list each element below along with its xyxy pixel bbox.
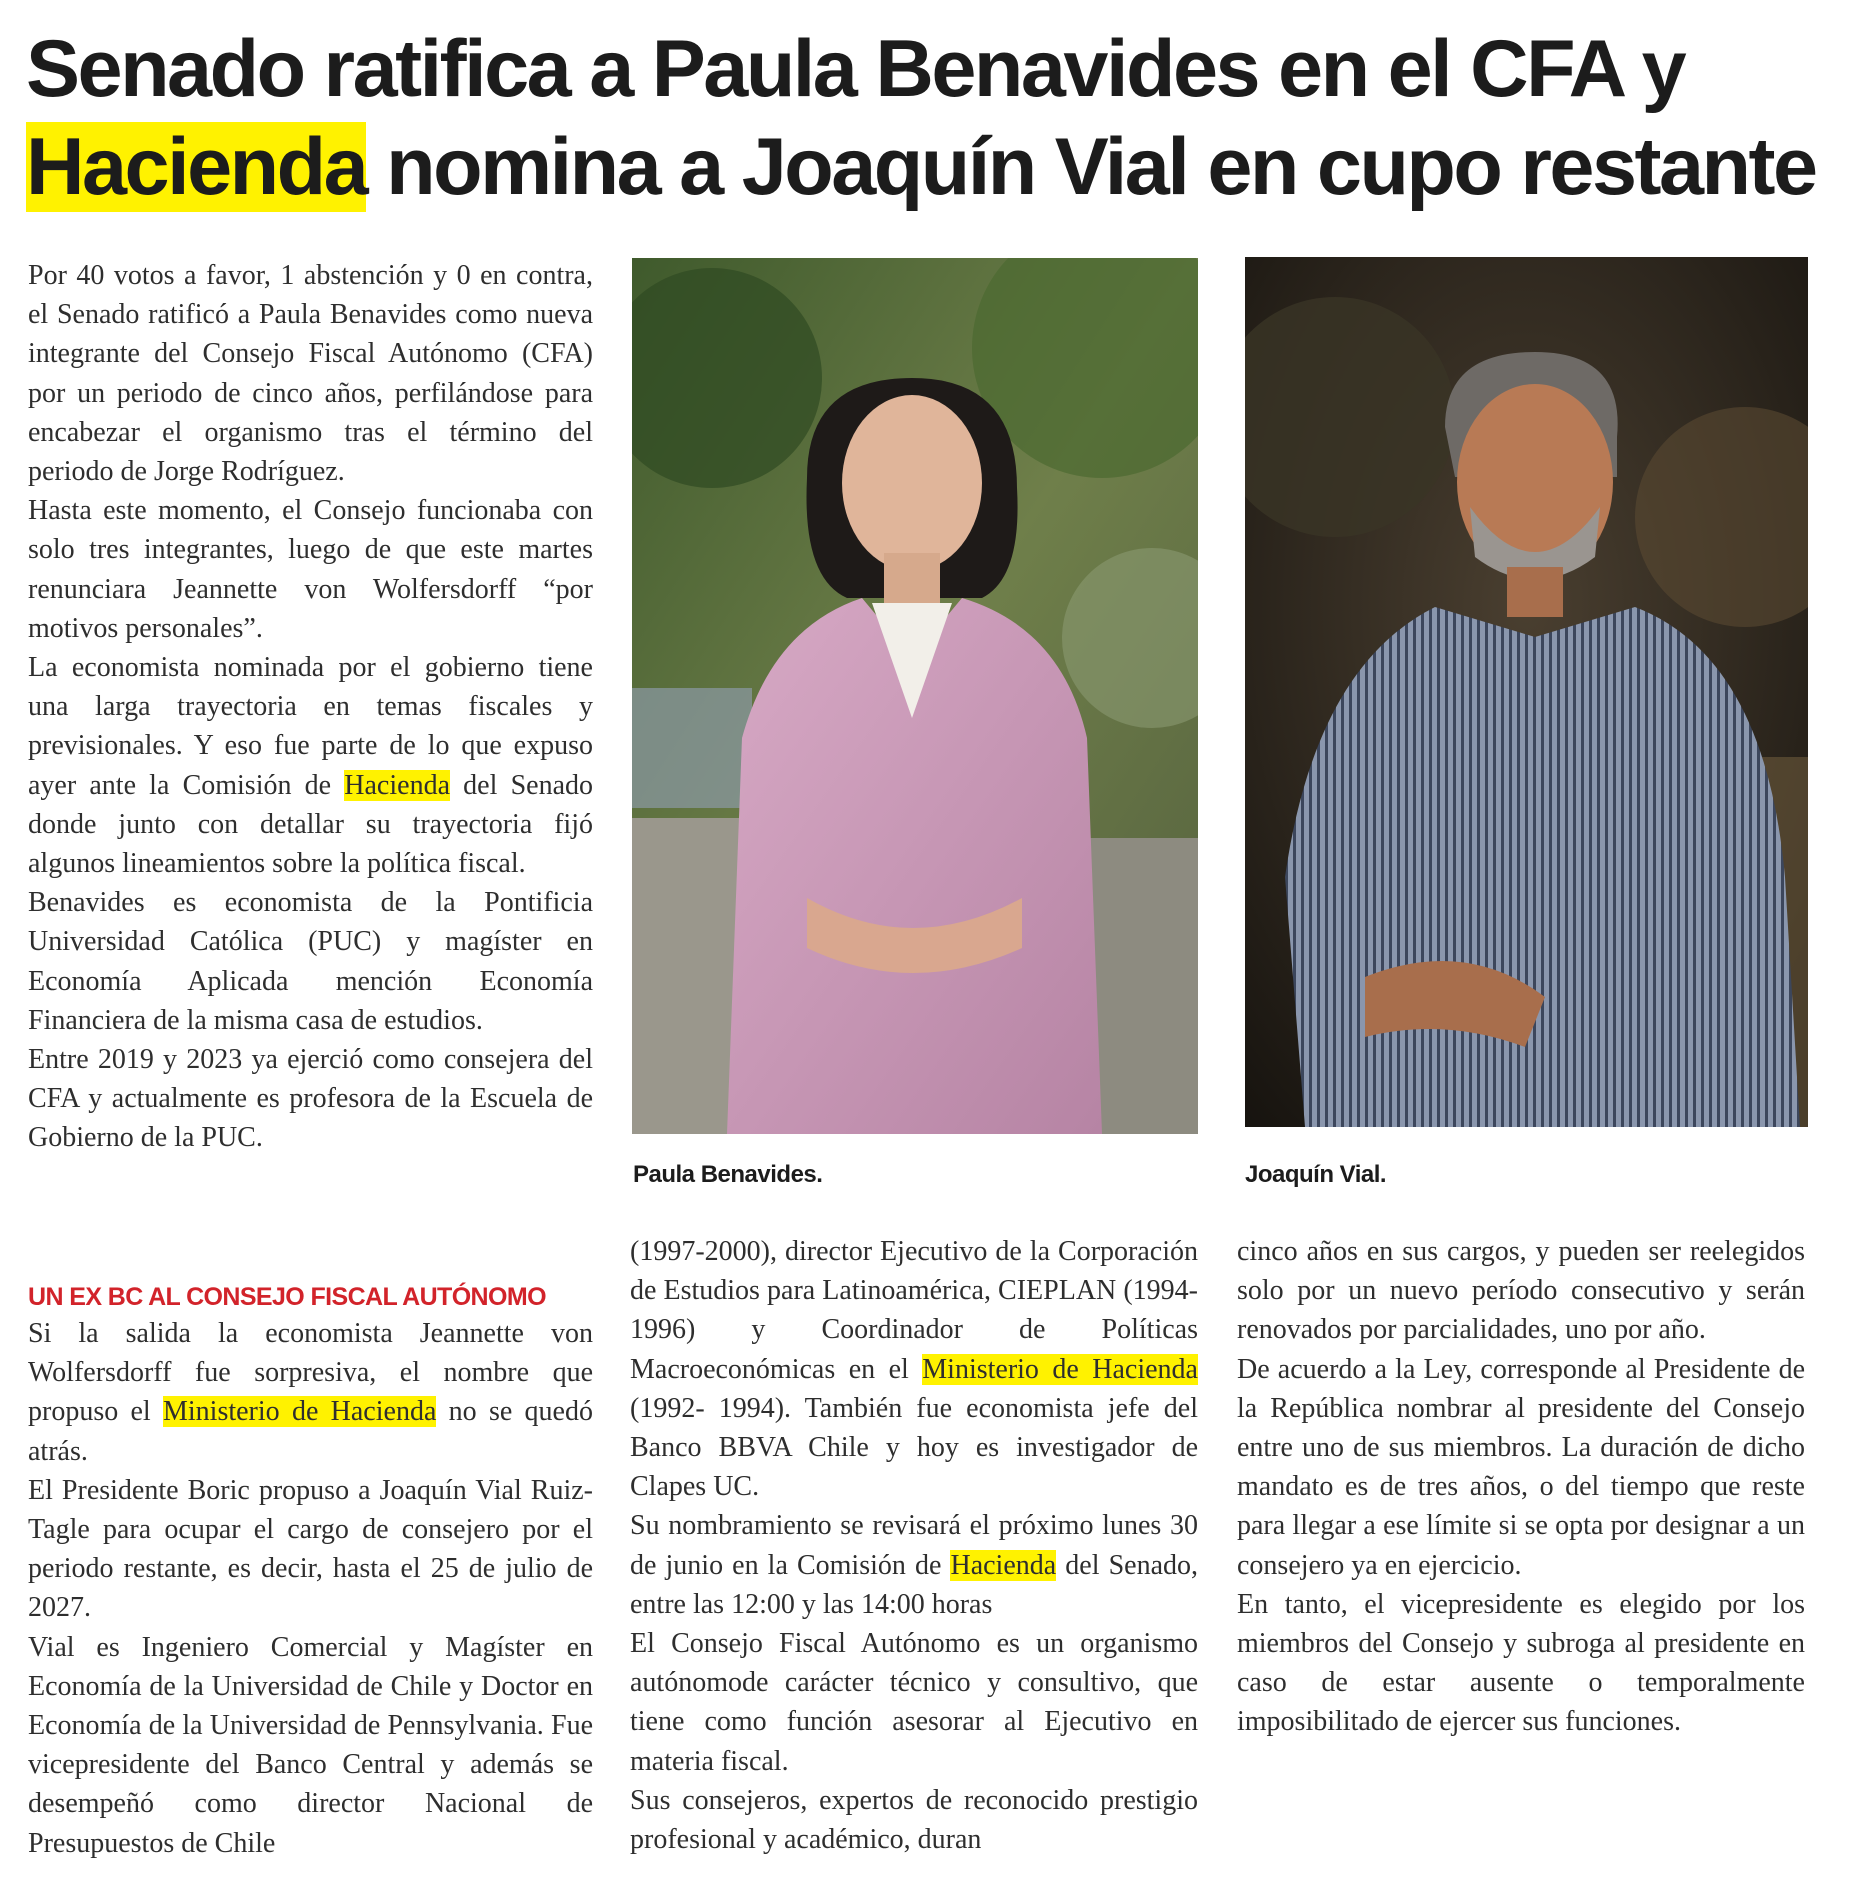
highlight-ministerio: Ministerio de Hacienda — [922, 1353, 1198, 1385]
section-subhead: UN EX BC AL CONSEJO FISCAL AUTÓNOMO — [28, 1283, 546, 1311]
column-3 — [1237, 1232, 1805, 1742]
column-2 — [630, 1232, 1198, 1859]
paragraph: cinco años en sus cargos, y pueden ser reelegidos solo por un nuevo período consecutivo y serán renovados por parcialidades, uno por año. — [1237, 1236, 1805, 1346]
highlight-hacienda: Hacienda — [950, 1549, 1057, 1581]
caption-paula-benavides: Paula Benavides. — [633, 1161, 823, 1188]
headline — [26, 20, 1846, 216]
paragraph: Vial es Ingeniero Comercial y Magíster en Economía de la Universidad de Chile y Doctor en Economía de la Universidad de Pennsylvania. Fue vicepresidente del Banco Central y además se desempeñó como director Nacional de Presupuestos de Chile — [28, 1631, 593, 1859]
paragraph-highlighted: Su nombramiento se revisará el próximo lunes 30 de junio en la Comisión de Hacienda del Senado, entre las 12:00 y las 14:00 horas — [630, 1510, 1198, 1620]
paragraph: En tanto, el vicepresidente es elegido por los miembros del Consejo y subroga al presidente en caso de estar ausente o temporalmente imposibilitado de ejercer sus funciones. — [1237, 1588, 1805, 1738]
headline-part1: Senado ratifica a Paula Benavides en el CFA y — [26, 24, 1685, 114]
headline-part2: nomina a Joaquín Vial en cupo restante — [366, 122, 1816, 212]
paragraph-highlighted: (1997-2000), director Ejecutivo de la Corporación de Estudios para Latinoamérica, CIEPLAN (1994-1996) y Coordinador de Políticas Macroeconómicas en el Ministerio de Hacienda (1992- 1994). También fue economista jefe del Banco BBVA Chile y hoy es investigador de Clapes UC. — [630, 1236, 1198, 1503]
paragraph: Entre 2019 y 2023 ya ejerció como consejera del CFA y actualmente es profesora de la Escuela de Gobierno de la PUC. — [28, 1044, 593, 1154]
headline-highlight: Hacienda — [26, 122, 367, 212]
paragraph: El Presidente Boric propuso a Joaquín Vial Ruiz-Tagle para ocupar el cargo de consejero por el periodo restante, es decir, hasta el 25 de julio de 2027. — [28, 1474, 593, 1624]
photo-joaquin-vial — [1245, 257, 1808, 1127]
paragraph: El Consejo Fiscal Autónomo es un organismo autónomode carácter técnico y consultivo, que tiene como función asesorar al Ejecutivo en materia fiscal. — [630, 1628, 1198, 1777]
photo-paula-benavides — [632, 258, 1198, 1134]
caption-joaquin-vial: Joaquín Vial. — [1245, 1161, 1387, 1188]
photo-vial-image — [1245, 257, 1808, 1127]
paragraph: Benavides es economista de la Pontificia Universidad Católica (PUC) y magíster en Economía Aplicada mención Economía Financiera de la misma casa de estudios. — [28, 887, 593, 1036]
paragraph: Sus consejeros, expertos de reconocido prestigio profesional y académico, duran — [630, 1784, 1198, 1856]
paragraph-highlighted: La economista nominada por el gobierno tiene una larga trayectoria en temas fiscales y previsionales. Y eso fue parte de lo que expuso ayer ante la Comisión de Hacienda del Senado donde junto con detallar su trayectoria fijó algunos lineamientos sobre la política fiscal. — [28, 652, 594, 880]
column-1-bottom — [28, 1280, 593, 1863]
column-1-top — [28, 256, 593, 1158]
highlight-hacienda: Hacienda — [344, 769, 450, 801]
photo-benavides-image — [632, 258, 1198, 1134]
paragraph: Hasta este momento, el Consejo funcionaba con solo tres integrantes, luego de que este martes renunciara Jeannette von Wolfersdorff “por motivos personales”. — [28, 495, 593, 644]
paragraph: Por 40 votos a favor, 1 abstención y 0 en contra, el Senado ratificó a Paula Benavides como nueva integrante del Consejo Fiscal Autónomo (CFA) por un periodo de cinco años, perfilándose para encabezar el organismo tras el término del periodo de Jorge Rodríguez. — [28, 260, 593, 488]
highlight-ministerio: Ministerio de Hacienda — [163, 1396, 437, 1428]
paragraph-highlighted: Si la salida la economista Jeannette von Wolfersdorff fue sorpresiva, el nombre que propuso el Ministerio de Hacienda no se quedó atrás. — [28, 1318, 593, 1467]
paragraph: De acuerdo a la Ley, corresponde al Presidente de la República nombrar al presidente del Consejo entre uno de sus miembros. La duración de dicho mandato es de tres años, o del tiempo que reste para llegar a ese límite si se opta por designar a un consejero ya en ejercicio. — [1237, 1353, 1805, 1581]
